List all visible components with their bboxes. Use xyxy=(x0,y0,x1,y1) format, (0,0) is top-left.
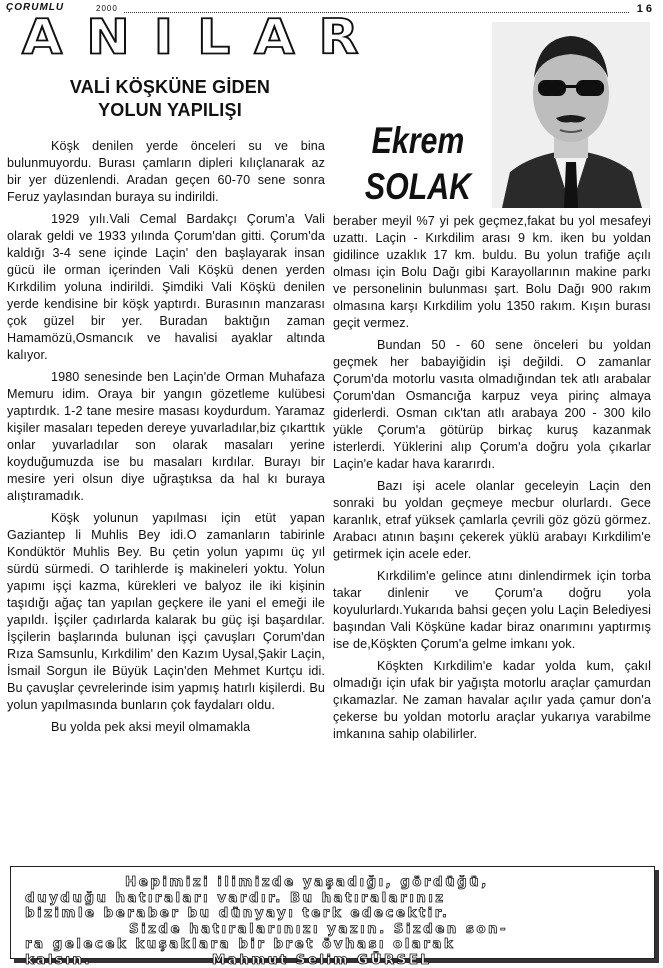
publication-name: ÇORUMLU xyxy=(6,2,65,13)
paragraph: Köşk yolunun yapılması için etüt yapan Gaziantep li Muhlis Bey idi.O zamanların tabirinle Kondüktör Muhlis Bey. Bu çetin yolun yapımı üç yıl sürdü sürmedi. O tarihlerde iş makineleri yoktu. Yolun yapımı işçi kazma, kürekleri ve balyoz ile iki kişinin taşıdığı ağaç tan yapılan geçkere ile yani el emeği ile yapıldı. İşçiler çadırlarda kalarak bu güç işi başardılar. İşçilerin başlarında bulunan işçi çavuşları Çorum'dan Rıza Samsunlu, Kırkdilim' den Kazım Uysal,Şakir Laçin, İsmail Sorgun ile Büyük Laçin'den Mehmet Kurtçu idi. Bu çavuşlar çevrelerinde isim yapmış hatırlı kişilerdi. Bu yolun yapılmasında bunların çok faydaları oldu. xyxy=(7,511,325,712)
footer-line: duyduğu hatıraları vardır. Bu hatıralarınız xyxy=(25,889,446,906)
paragraph: beraber meyil %7 yi pek geçmez,fakat bu yol mesafeyi uzattı. Laçin - Kırkdilim arası 9 km. iken bu yoldan gidilince uzaklık 17 km. buldu. Bu yolun trafiğe açılı olması için Bolu Dağı gibi Karayollarının makine parkı ve personelinin bulunması şart. Bolu Dağı 900 rakım olmasına karşı Kırkdilim yolu 1350 rakım. Kışın burası geçit vermez. xyxy=(333,214,651,330)
footer-line-start: kalsın. xyxy=(25,951,92,968)
paragraph: Bu yolda pek aksi meyil olmamakla xyxy=(51,720,251,734)
article-headline xyxy=(20,76,320,122)
paragraph: 1980 senesinde ben Laçin'de Orman Muhafaza Memuru idim. Oraya bir yangın gözetleme kulübesi yaptırdık. 1-2 tane mesire masası koydurdum. Yaramaz kişiler masaları tepeden dereye yuvarladılar,biz çıkarttık onlar yuvarladılar son olarak masaları yerine koyduğumuzda ise bu masaları kırdılar. Burayı bir mesire yeri olsun diye uğraştıksa da hal kı buraya alıştıramadık. xyxy=(7,370,325,503)
author-portrait-photo xyxy=(492,22,650,208)
paragraph: Kırkdilim'e gelince atını dinlendirmek için torba takar dinlenir ve Çorum'a doğru yola koyulurlardı.Yukarıda bahsi geçen yolu Laçin Belediyesi başından Vali Köşküne kadar biraz onarımını yaptırmış ise de,Köşkten Çorum'a gelme imkanı yok. xyxy=(333,569,651,651)
section-masthead: ANILAR xyxy=(22,10,383,66)
paragraph: 1929 yılı.Vali Cemal Bardakçı Çorum'a Vali olarak geldi ve 1933 yılında Çorum'dan gitti. Çorum'da kaldığı 3-4 sene içinde Laçin' den başlayarak insan gücü ile orman içerinden Vali Köşkü denen yerden Kırkdilim yoluna indirildi. Şimdiki Vali Köşkü denilen yerde kendisine bir köşk yaptırdı. Burasının manzarası çok güzel bir yer. Buradan baktığın zaman Hamamözü,Osmancık ve havalisi ayaklar altında kalıyor. xyxy=(7,212,325,362)
footer-line: bizimle beraber bu dünyayı terk edecektir. xyxy=(25,905,450,921)
issue-year: 2000 xyxy=(96,4,118,13)
paragraph: Bazı işi acele olanlar geceleyin Laçin den sonraki bu yoldan geçmeye mecbur olurlardı. Gece karanlık, etraf yüksek çamlarla çevrili göz gözü görmez. Arabacı atının başını çekerek yüklü arabayı Kırkdilim'e getirmek için acele eder. xyxy=(333,479,651,561)
headline-line-1: VALİ KÖŞKÜNE GİDEN xyxy=(69,77,271,97)
footer-line: Sizde hatıralarınızı yazın. Sizden son- xyxy=(129,920,509,937)
portrait-illustration xyxy=(492,22,650,208)
paragraph: Bundan 50 - 60 sene önceleri bu yoldan geçmek her babayiğidin işi değildi. O zamanlar Çorum'da motorlu vasıta olmadığından tek atlı arabalar Çorum'dan Osmancığa karpuz veya pirinç almaya giderlerdi. Osman cık'tan atlı arabaya 200 - 300 kilo yükle Çorum'a götürüp birkaç kuruş kazanmak isterlerdi. Yüklerini alıp Çorum'a doğru yola çıkarlar Laçin'e kadar hava kararırdı. xyxy=(333,338,651,471)
footer-signature: Mahmut Selim GÜRSEL xyxy=(211,951,432,968)
footer-note-text xyxy=(11,875,654,968)
footer-note-box xyxy=(10,866,655,968)
paragraph: Köşkten Kırkdilim'e kadar yolda kum, çakıl olmadığı için ufak bir yağışta motorlu araçlar çamurdan çıkamazlar. Ne zaman havalar açılır yada çamur don'a çekerse bu yoldan motorlu araçlar yukarıya varabilme imkanına sahip olabilirler. xyxy=(333,659,651,741)
page-number: 16 xyxy=(636,3,655,15)
author-first-name: Ekrem xyxy=(371,120,465,161)
article-left-column xyxy=(7,138,325,741)
footer-line: ra gelecek kuşaklara bir bret övhası olarak xyxy=(25,936,456,952)
author-last-name: SOLAK xyxy=(364,166,472,207)
paragraph: Köşk denilen yerde önceleri su ve bina bulunmuyordu. Burası çamların dipleri kılıçlanarak az bir yer düzenlendi. Aradan geçen 60-70 sene sonra Feruz yaylasından buraya su indirildi. xyxy=(7,139,325,204)
footer-line: Hepimizi ilimizde yaşadığı, gördüğü, xyxy=(125,874,489,890)
author-name xyxy=(357,118,480,210)
headline-line-2: YOLUN YAPILIŞI xyxy=(98,100,242,120)
article-right-column xyxy=(333,213,651,748)
footer-line xyxy=(25,953,640,968)
